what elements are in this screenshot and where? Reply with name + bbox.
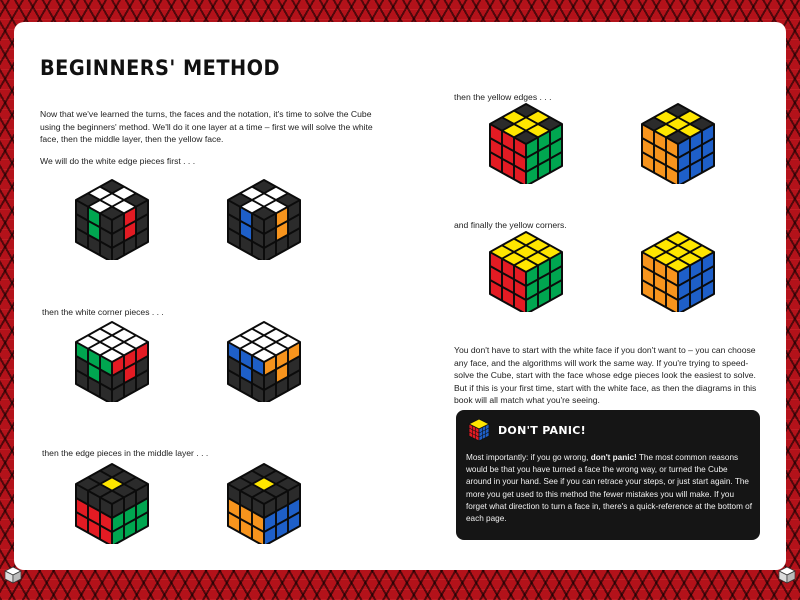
- intro-paragraph: Now that we've learned the turns, the faces and the notation, it's time to solve the Cube using the beginners' method. We'll do it one layer at a time – first we will solve the white face, then the middle layer, then the yellow face.: [40, 109, 373, 145]
- cube-drawing: [74, 178, 150, 260]
- book-spread: [14, 22, 786, 570]
- step-label-middle-edges: then the edge pieces in the middle layer . . .: [42, 448, 209, 458]
- cube-drawing: [74, 462, 150, 544]
- cube-yellow-edges-a: [488, 102, 564, 184]
- cube-middle-layer-a: [74, 462, 150, 544]
- cube-middle-layer-b: [226, 462, 302, 544]
- cube-drawing: [226, 462, 302, 544]
- cube-white-corners-a: [74, 320, 150, 402]
- step-label-yellow-corners: and finally the yellow corners.: [454, 220, 567, 230]
- page-title: BEGINNERS' METHOD: [40, 56, 280, 80]
- dont-panic-text: [466, 452, 752, 525]
- cube-yellow-corners-b: [640, 230, 716, 312]
- cube-drawing: [226, 178, 302, 260]
- dont-panic-title: DON'T PANIC!: [498, 423, 586, 437]
- cube-white-corners-b: [226, 320, 302, 402]
- body-paragraph: You don't have to start with the white face if you don't want to – you can choose any face, and the algorithms will work the same way. If you're trying to speed-solve the Cube, start with the face whose edge pieces look the easiest to solve. But if this is your first time, start with the white face, as then the diagrams in this book will all match what you're seeing.: [454, 345, 757, 406]
- step-label-white-edges: We will do the white edge pieces first . . .: [40, 156, 196, 166]
- dont-panic-lead: Most importantly: if you go wrong,: [466, 453, 591, 462]
- cube-drawing: [226, 320, 302, 402]
- cube-drawing: [74, 320, 150, 402]
- dont-panic-rest: The most common reasons would be that you have turned a face the wrong way, or turned the Cube around in your hand. See if you can retrace your steps, or just start again. The more you get used to this method the fewer mistakes you will make. If you forget what direction to turn a face in, there's a quick-reference at the bottom of each page.: [466, 453, 753, 524]
- cube-white-edges-a: [74, 178, 150, 260]
- step-label-yellow-edges: then the yellow edges . . .: [454, 92, 552, 102]
- cube-yellow-corners-a: [488, 230, 564, 312]
- corner-cube-icon-right: [778, 566, 796, 584]
- cube-drawing: [640, 102, 716, 184]
- cube-drawing: [488, 102, 564, 184]
- cube-drawing: [640, 230, 716, 312]
- dont-panic-header: [468, 418, 586, 442]
- cube-yellow-edges-b: [640, 102, 716, 184]
- dont-panic-emphasis: don't panic!: [590, 453, 637, 462]
- step-label-white-corners: then the white corner pieces . . .: [42, 307, 164, 317]
- cube-icon: [468, 418, 490, 442]
- dont-panic-box: [456, 410, 760, 540]
- corner-cube-icon-left: [4, 566, 22, 584]
- cube-white-edges-b: [226, 178, 302, 260]
- cube-drawing: [488, 230, 564, 312]
